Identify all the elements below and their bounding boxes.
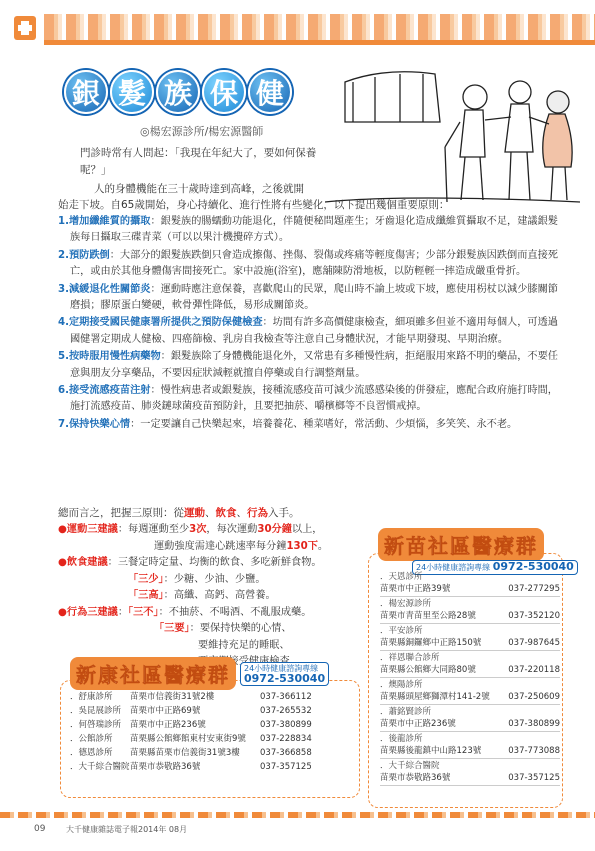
summary-line: 總而言之，把握三原則：從運動、飲食、行為入手。: [58, 507, 300, 519]
xinmiao-hotline: 24小時健康諮詢專線 0972-530040: [412, 560, 578, 575]
xinkang-title: 新康社區醫療群: [70, 657, 236, 690]
list-item: 5.按時服用慢性病藥物：銀髮族除了身體機能退化外，又常患有多種慢性病，拒絕服用來路不明的藥品，不要任意與朋友分享藥品，不要因症狀減輕就擅自停藥或自行調整劑量。: [58, 351, 558, 379]
table-row: ．吳昆展診所 苗栗市中正路69號 037-265532: [70, 706, 312, 716]
intro-line: 人的身體機能在三十歲時達到高峰，之後就開: [94, 183, 304, 195]
list-item: ．平安診所 苗栗縣銅鑼鄉中正路150號 037-987645: [380, 626, 560, 651]
xinkang-banner: [70, 657, 329, 690]
footer-text: 大千健康雜誌電子報2014年 08月: [66, 825, 188, 834]
diet-rule: ●飲食建議：三餐定時定量、均衡的飲食、多吃新鮮食物。: [58, 557, 322, 568]
behavior-rule: ●行為三建議：「三不」：不抽菸、不喝酒、不亂服成藥。: [58, 606, 312, 618]
table-row: ．大千綜合醫院 苗栗市恭敬路36號 037-357125: [70, 762, 312, 772]
xinkang-clinic-list: [70, 690, 352, 774]
exercise-rule: ●運動三建議：每週運動至少3次，每次運動30分鐘以上，: [58, 524, 323, 535]
title-char: 銀: [64, 70, 108, 114]
page-footer: [0, 812, 595, 836]
diet-three-less: 「三少」：少糖、少油、少鹽。: [128, 573, 266, 585]
principles-list: [58, 214, 558, 434]
behavior-three-musts: 「三要」：要保持快樂的心情、: [154, 623, 292, 634]
footer-bar: [0, 812, 595, 818]
article-title: [64, 70, 292, 114]
list-item: 7.保持快樂心情：一定要讓自己快樂起來，培養養花、種菜嗜好，常活動、少煩惱，多笑笑、永不老。: [58, 418, 518, 430]
intro-question: 門診時常有人問起：「我現在年紀大了，要如何保養呢？」: [80, 147, 317, 176]
list-item: ．楊宏源診所 苗栗市青苗里至公路28號 037-352120: [380, 599, 560, 624]
three-principles: [58, 522, 373, 671]
list-item: 6.接受流感疫苗注射：慢性病患者或銀髮族，接種流感疫苗可減少流感感染後的併發症，應配合政府施打時間，施打流感疫苗、肺炎鏈球菌疫苗預防針，且要把抽菸、嚼檳榔等不良習慣戒掉。: [58, 385, 558, 413]
page-header: [0, 10, 595, 50]
title-char: 健: [248, 70, 292, 114]
behavior-must-line: 要維持充足的睡眠、: [198, 639, 290, 651]
table-row: ．何啓瑞診所 苗栗市中正路236號 037-380899: [70, 720, 312, 730]
list-item: ．祥恩聯合診所 苗栗縣公館鄉大同路80號 037-220118: [380, 653, 560, 678]
xinmiao-title: 新苗社區醫療群: [378, 528, 544, 561]
list-item: ．蕭銘賢診所 苗栗市中正路236號 037-380899: [380, 707, 560, 732]
list-item: 3.減緩退化性關節炎：運動時應注意保養，喜歡爬山的民眾，爬山時不論上坡或下坡，應使用枴杖以減少膝關節磨損；膠原蛋白變硬，軟骨彈性降低，易形成關節炎。: [58, 283, 558, 312]
header-bar: [44, 40, 595, 45]
table-row: ．德恩診所 苗栗縣苗栗市信義街31號3樓 037-366858: [70, 748, 312, 758]
list-item: ．大千綜合醫院 苗栗市恭敬路36號 037-357125: [380, 761, 560, 786]
diet-three-high: 「三高」：高纖、高鈣、高營養。: [128, 590, 276, 601]
title-char: 髮: [110, 70, 154, 114]
exercise-rule-cont: 運動強度需達心跳速率每分鐘130下。: [154, 540, 329, 552]
table-row: ．舒康診所 苗栗市信義街31號2樓 037-366112: [70, 692, 312, 702]
intro-line: 始走下坡。自65歲開始，身心持續化、進行性將有些變化，以下提出幾個重要原則：: [58, 199, 450, 211]
intro-paragraph: [58, 181, 558, 213]
xinmiao-banner: [378, 528, 574, 573]
list-item: 2.預防跌倒：大部分的銀髮族跌倒只會造成擦傷、挫傷、裂傷或疼痛等輕度傷害；少部分銀髮族因跌倒而直接死亡，或由於其他身體傷害間接死亡。家中設施(浴室)，應舖陳防滑地板，以防輕輕一摔造成嚴重骨折。: [58, 249, 558, 278]
byline: ◎楊宏源診所/楊宏源醫師: [140, 125, 264, 138]
page-number: 09: [34, 824, 46, 834]
title-char: 族: [156, 70, 200, 114]
list-item: ．燠陽診所 苗栗縣頭屋鄉獅潭村141-2號 037-250609: [380, 680, 560, 705]
list-item: 4.定期接受國民健康署所提供之預防保健檢查：坊間有許多高價健康檢查，細項雖多但並不適用每個人，可透過國健署定期成人健檢、四癌篩檢、乳房自我檢查等注意自己身體狀況，才能早期發現、早期治療。: [58, 317, 558, 345]
brand-logo-icon: [10, 10, 40, 46]
list-item: ．天恩診所 苗栗市中正路39號 037-277295: [380, 572, 560, 597]
list-item: ．後龍診所 苗栗縣後龍鎮中山路123號 037-773088: [380, 734, 560, 759]
header-band: [44, 14, 595, 42]
title-char: 保: [202, 70, 246, 114]
table-row: ．公館診所 苗栗縣公館鄉館東村安東街9號 037-228834: [70, 734, 312, 744]
xinkang-hotline: 24小時健康諮詢專線 0972-530040: [240, 662, 329, 686]
xinmiao-clinic-list: [380, 572, 560, 788]
list-item: 1.增加纖維質的攝取：銀髮族的腸蠕動功能退化，伴隨便秘問題產生；牙齒退化造成纖維質攝取不足，建議銀髮族每日攝取三碟青菜（可以以果汁機攪碎方式）。: [58, 216, 558, 244]
